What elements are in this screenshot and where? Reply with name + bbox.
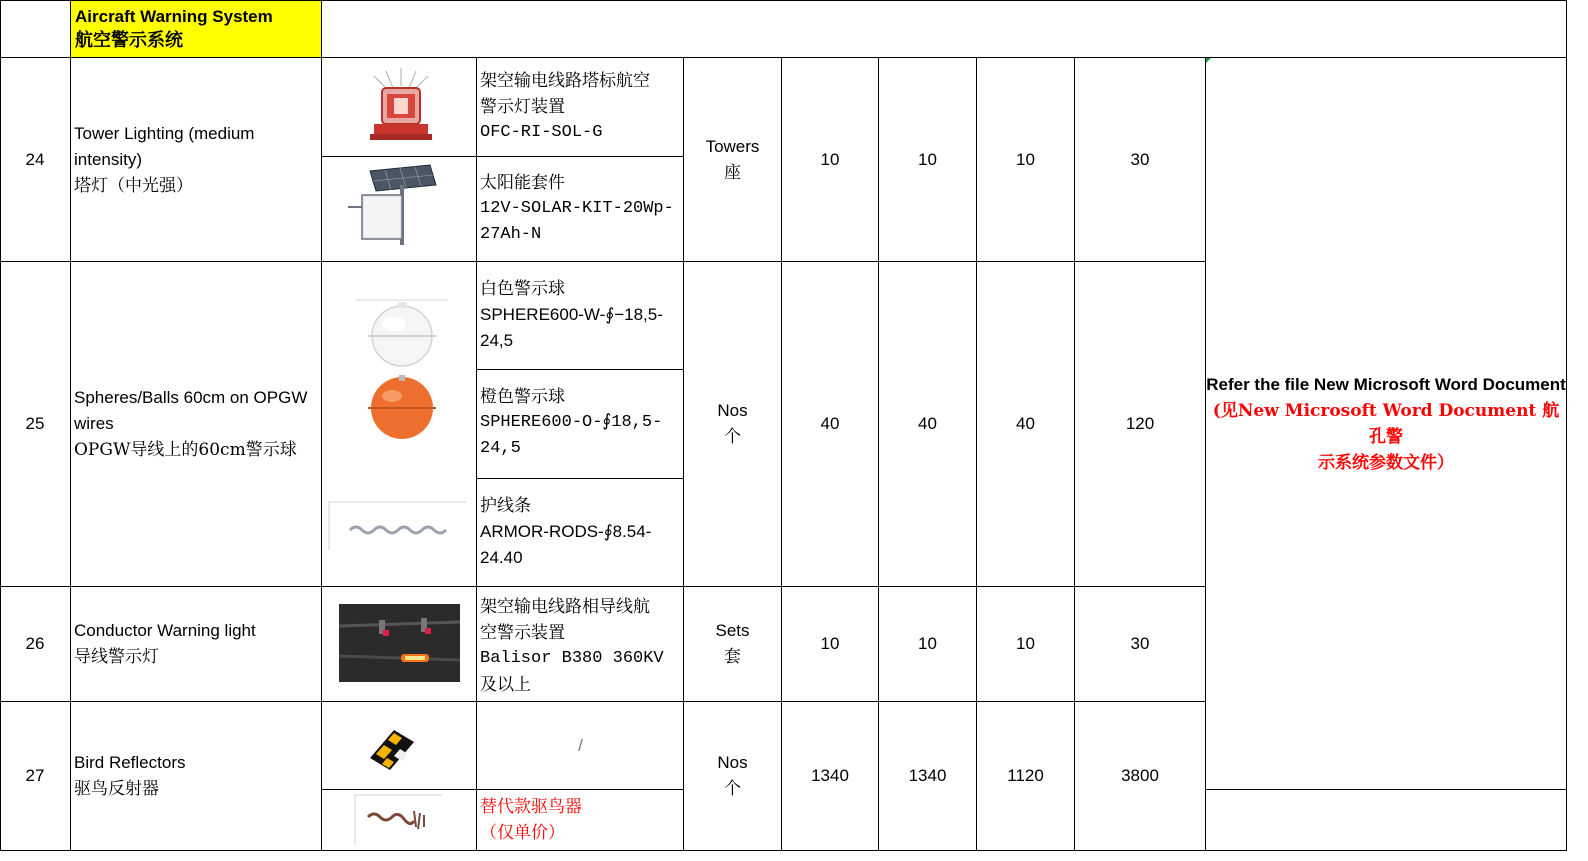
unit-en: Nos	[717, 401, 748, 420]
red-beacon-light-image	[360, 66, 442, 148]
white-sphere-image	[356, 296, 448, 374]
row-number: 25	[25, 414, 45, 433]
bird-reflector-image	[364, 724, 419, 774]
item-name-en: Conductor Warning light	[74, 621, 256, 640]
quantity-1: 10	[820, 149, 840, 169]
remark-line: 示系统参数文件）	[1318, 452, 1454, 473]
unit-cn: 座	[723, 162, 741, 183]
quantity-3: 40	[1016, 414, 1035, 433]
part-description: 橙色警示球 SPHERE600-O-∮18,5- 24,5	[480, 387, 663, 458]
solar-kit-image	[340, 163, 445, 248]
unit-en: Towers	[705, 136, 760, 156]
quantity-1: 1340	[811, 766, 849, 785]
quantity-3: 10	[1016, 634, 1035, 653]
item-name-cn: 驱鸟反射器	[74, 779, 159, 799]
grid-line	[1566, 0, 1567, 851]
orange-sphere-image	[356, 374, 448, 444]
part-description: 架空输电线路塔标航空 警示灯装置 OFC-RI-SOL-G	[480, 71, 650, 142]
section-header	[71, 1, 321, 57]
item-name-cn: 导线警示灯	[74, 647, 159, 667]
part-description: 护线条 ARMOR-RODS-∮8.54- 24.40	[480, 496, 652, 567]
part-description: 替代款驱鸟器 （仅单价）	[480, 797, 582, 843]
quantity-total: 30	[1130, 149, 1150, 169]
item-name-en: Tower Lighting (medium intensity)	[74, 123, 255, 169]
armor-rod-image	[328, 500, 466, 550]
unit-cell	[684, 262, 781, 586]
quantity-2: 10	[918, 149, 937, 169]
unit-cell	[684, 587, 781, 701]
item-name-en: wires	[74, 414, 114, 433]
section-title-en: Aircraft Warning System	[75, 7, 273, 26]
item-name-cn: 塔灯（中光强）	[74, 175, 193, 196]
grid-line	[70, 0, 71, 851]
item-name-cn: OPGW导线上的60cm警示球	[74, 440, 297, 460]
grid-line	[322, 156, 684, 157]
unit-cell	[684, 58, 781, 261]
section-title-cn: 航空警示系统	[75, 30, 183, 51]
quantity-total: 30	[1130, 634, 1150, 653]
quantity-2: 10	[918, 634, 937, 653]
remark-cell	[1206, 58, 1566, 789]
quantity-3: 1120	[1007, 766, 1044, 785]
grid-line	[1206, 789, 1567, 790]
row-number: 27	[25, 766, 45, 785]
item-name-en: Spheres/Balls 60cm on OPGW	[74, 388, 308, 407]
part-description: /	[578, 735, 583, 755]
quantity-total: 3800	[1121, 766, 1159, 785]
quantity-1: 40	[820, 414, 840, 433]
unit-cn: 套	[724, 647, 741, 667]
row-number: 26	[25, 634, 45, 653]
part-description: 架空输电线路相导线航 空警示装置 Balisor B380 360KV 及以上	[480, 597, 664, 695]
item-name	[74, 262, 321, 586]
remark-line: (见New Microsoft Word Document 航孔警	[1212, 400, 1560, 447]
item-name	[74, 587, 321, 701]
item-name-en: Bird Reflectors	[74, 753, 186, 772]
quantity-1: 10	[820, 634, 840, 653]
part-description: 太阳能套件 12V-SOLAR-KIT-20Wp- 27Ah-N	[480, 173, 674, 244]
remark-line: Refer the file New Microsoft Word Document	[1206, 374, 1566, 394]
grid-line	[321, 0, 322, 851]
grid-line	[477, 369, 684, 370]
item-name	[74, 702, 321, 850]
unit-cn: 个	[723, 779, 741, 799]
unit-en: Sets	[715, 621, 750, 640]
unit-en: Nos	[717, 753, 748, 772]
quantity-2: 40	[918, 414, 937, 433]
conductor-light-image	[339, 604, 460, 682]
grid-line	[0, 850, 1567, 851]
unit-cn: 个	[723, 427, 741, 447]
cell-marker	[1206, 58, 1211, 63]
part-description: 白色警示球 SPHERE600-W-∮−18,5- 24,5	[480, 279, 663, 350]
grid-line	[477, 478, 684, 479]
grid-line	[322, 789, 684, 790]
quantity-total: 120	[1125, 414, 1155, 433]
quantity-3: 10	[1016, 149, 1035, 169]
unit-cell	[684, 702, 781, 850]
quantity-2: 1340	[908, 766, 947, 785]
row-number: 24	[25, 149, 45, 169]
spiral-repeller-image	[354, 793, 442, 845]
item-name	[74, 58, 321, 261]
